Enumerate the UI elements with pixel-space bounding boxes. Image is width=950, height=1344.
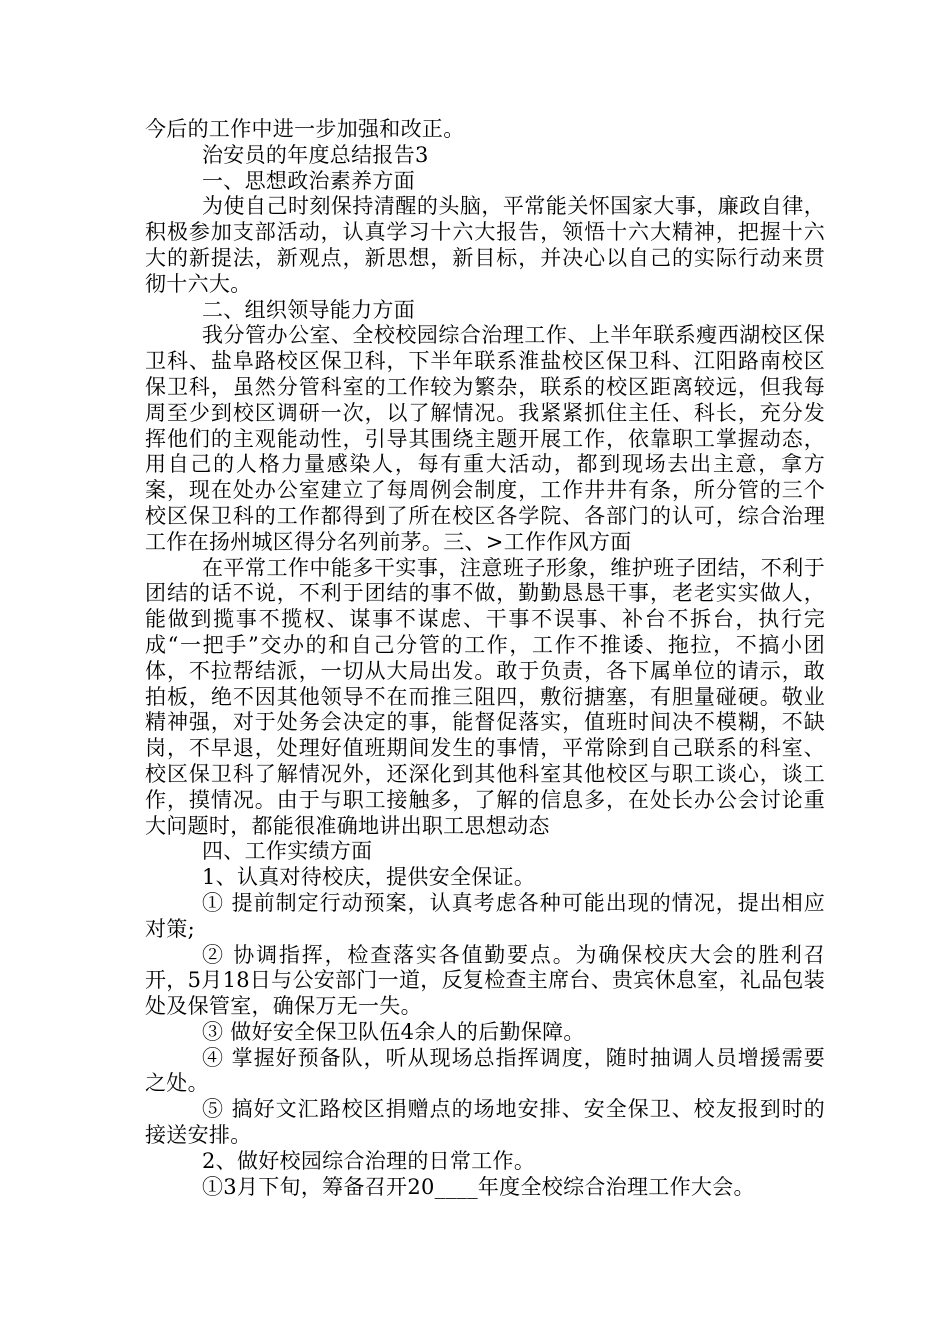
list-item-5: ⑤ 搞好文汇路校区捐赠点的场地安排、安全保卫、校友报到时的接送安排。	[145, 1097, 825, 1148]
item-heading-2: 2、做好校园综合治理的日常工作。	[202, 1148, 536, 1173]
list-item-2: ② 协调指挥，检查落实各值勤要点。为确保校庆大会的胜利召开，5月18日与公安部门一道，反复检查主席台、贵宾休息室，礼品包装处及保管室，确保万无一失。	[145, 942, 825, 1019]
report-title: 治安员的年度总结报告3	[202, 142, 429, 167]
paragraph-political: 为使自己时刻保持清醒的头脑，平常能关怀国家大事，廉政自律，积极参加支部活动，认真学习十六大报告，领悟十六大精神，把握十六大的新提法，新观点，新思想，新目标，并决心以自己的实际行动来贯彻十六大。	[145, 194, 825, 296]
paragraph-leadership: 我分管办公室、全校校园综合治理工作、上半年联系瘦西湖校区保卫科、盐阜路校区保卫科，下半年联系淮盐校区保卫科、江阳路南校区保卫科，虽然分管科室的工作较为繁杂，联系的校区距离较远，但我每周至少到校区调研一次，以了解情况。我紧紧抓住主任、科长，充分发挥他们的主观能动性，引导其围绕主题开展工作，依靠职工掌握动态，用自己的人格力量感染人，每有重大活动，都到现场去出主意，拿方案，现在处办公室建立了每周例会制度，工作井井有条，所分管的三个校区保卫科的工作都得到了所在校区各学院、各部门的认可，综合治理工作在扬州城区得分名列前茅。三、>工作作风方面	[145, 323, 825, 554]
list-item-1: ① 提前制定行动预案，认真考虑各种可能出现的情况，提出相应对策;	[145, 890, 825, 941]
paragraph-work-style: 在平常工作中能多干实事，注意班子形象，维护班子团结，不利于团结的话不说，不利于团结的事不做，勤勤恳恳干事，老老实实做人，能做到揽事不揽权、谋事不谋虑、干事不误事、补台不拆台，执行完成“一把手”交办的和自己分管的工作，工作不推诿、拖拉，不搞小团体，不拉帮结派，一切从大局出发。敢于负责，各下属单位的请示，敢拍板，绝不因其他领导不在而推三阻四，敷衍搪塞，有胆量碰硬。敬业精神强，对于处务会决定的事，能督促落实，值班时间决不模糊，不缺岗，不早退，处理好值班期间发生的事情，平常除到自己联系的科室、校区保卫科了解情况外，还深化到其他科室其他校区与职工谈心，谈工作，摸情况。由于与职工接触多，了解的信息多，在处长办公会讨论重大问题时，都能很准确地讲出职工思想动态	[145, 555, 825, 838]
section-heading-4: 四、工作实绩方面	[202, 839, 373, 864]
list-item-4: ④ 掌握好预备队，听从现场总指挥调度，随时抽调人员增援需要之处。	[145, 1045, 825, 1096]
section-heading-1: 一、思想政治素养方面	[202, 168, 415, 193]
list-item-6: ①3月下旬，筹备召开20____年度全校综合治理工作大会。	[202, 1174, 755, 1199]
list-item-3: ③ 做好安全保卫队伍4余人的后勤保障。	[202, 1019, 585, 1044]
section-heading-2: 二、组织领导能力方面	[202, 297, 415, 322]
item-heading-1: 1、认真对待校庆，提供安全保证。	[202, 865, 536, 890]
document-page	[145, 117, 825, 1200]
paragraph-continuation: 今后的工作中进一步加强和改正。	[145, 117, 465, 141]
